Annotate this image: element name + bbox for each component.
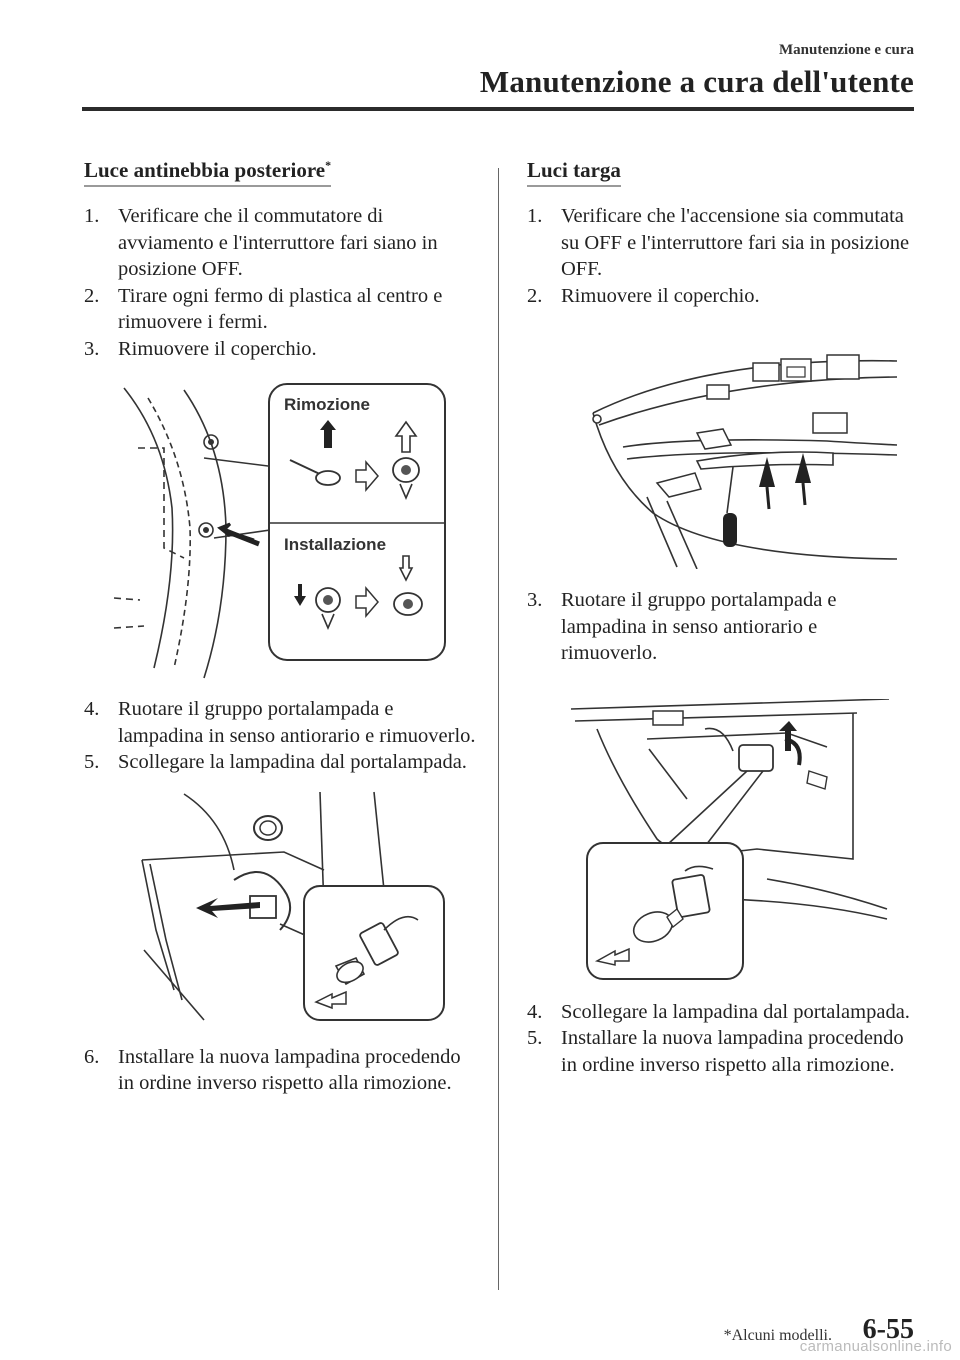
- step-item: [527, 283, 917, 310]
- section-title-license-lamps: Luci targa: [527, 158, 621, 187]
- footnote: *Alcuni modelli.: [723, 1327, 832, 1344]
- label-installation: Installazione: [284, 535, 387, 554]
- step-item: [84, 749, 476, 776]
- license-socket-figure: [527, 699, 917, 983]
- step-text: Verificare che l'accensione sia commutata su OFF e l'interruttore fari sia in posizione OFF.: [561, 205, 910, 280]
- step-item: [527, 999, 917, 1026]
- column-divider: [498, 168, 499, 1290]
- label-removal: Rimozione: [284, 395, 370, 414]
- step-number: 2.: [527, 284, 543, 307]
- step-number: 1.: [527, 205, 543, 227]
- step-item: [527, 587, 917, 667]
- step-number: 5.: [84, 751, 100, 773]
- step-text: Installare la nuova lampadina procedendo in ordine inverso rispetto alla rimozione.: [561, 1027, 904, 1076]
- fog-lamp-socket-figure: [84, 790, 476, 1030]
- step-text: Verificare che il commutatore di avviamento e l'interruttore fari siano in posizione OFF.: [118, 205, 438, 280]
- steps-list: [84, 1044, 476, 1097]
- step-text: Ruotare il gruppo portalampada e lampadina in senso antiorario e rimuoverlo.: [118, 698, 476, 747]
- header-rule: [82, 107, 914, 111]
- step-number: 6.: [84, 1045, 100, 1068]
- clip-removal-figure: [84, 378, 476, 690]
- right-column: [527, 158, 917, 1078]
- models-footnote-mark: *: [325, 158, 332, 172]
- step-item: [84, 203, 476, 283]
- steps-list: [84, 696, 476, 776]
- step-text: Rimuovere il coperchio.: [118, 337, 317, 360]
- step-item: [84, 283, 476, 336]
- step-number: 3.: [527, 589, 543, 611]
- step-number: 4.: [84, 698, 100, 720]
- section-title-rear-fog: [84, 158, 331, 187]
- step-text: Ruotare il gruppo portalampada e lampadina in senso antiorario e rimuoverlo.: [561, 589, 837, 664]
- step-number: 3.: [84, 337, 100, 360]
- step-text: Installare la nuova lampadina procedendo in ordine inverso rispetto alla rimozione.: [118, 1045, 461, 1094]
- section-title-text: Luce antinebbia posteriore: [84, 158, 326, 182]
- step-item: [84, 696, 476, 749]
- step-number: 4.: [527, 1000, 543, 1023]
- step-item: [527, 203, 917, 283]
- step-item: [84, 336, 476, 363]
- step-item: [527, 1025, 917, 1078]
- step-text: Scollegare la lampadina dal portalampada.: [561, 1000, 910, 1023]
- license-cover-figure: [527, 337, 917, 569]
- step-number: 2.: [84, 284, 100, 307]
- step-text: Rimuovere il coperchio.: [561, 284, 760, 307]
- steps-list: [527, 999, 917, 1079]
- left-column: [84, 158, 476, 1097]
- step-number: 1.: [84, 205, 100, 227]
- running-header-section: Manutenzione e cura: [779, 42, 914, 58]
- step-number: 5.: [527, 1027, 543, 1049]
- step-item: [84, 1044, 476, 1097]
- page-number: 6-55: [862, 1314, 914, 1345]
- running-header-chapter: Manutenzione a cura dell'utente: [479, 64, 914, 99]
- steps-list: [527, 203, 917, 309]
- step-text: Tirare ogni fermo di plastica al centro e rimuovere i fermi.: [118, 284, 443, 333]
- watermark: carmanualsonline.info: [799, 1338, 952, 1355]
- steps-list: [527, 587, 917, 667]
- step-text: Scollegare la lampadina dal portalampada.: [118, 751, 467, 773]
- steps-list: [84, 203, 476, 362]
